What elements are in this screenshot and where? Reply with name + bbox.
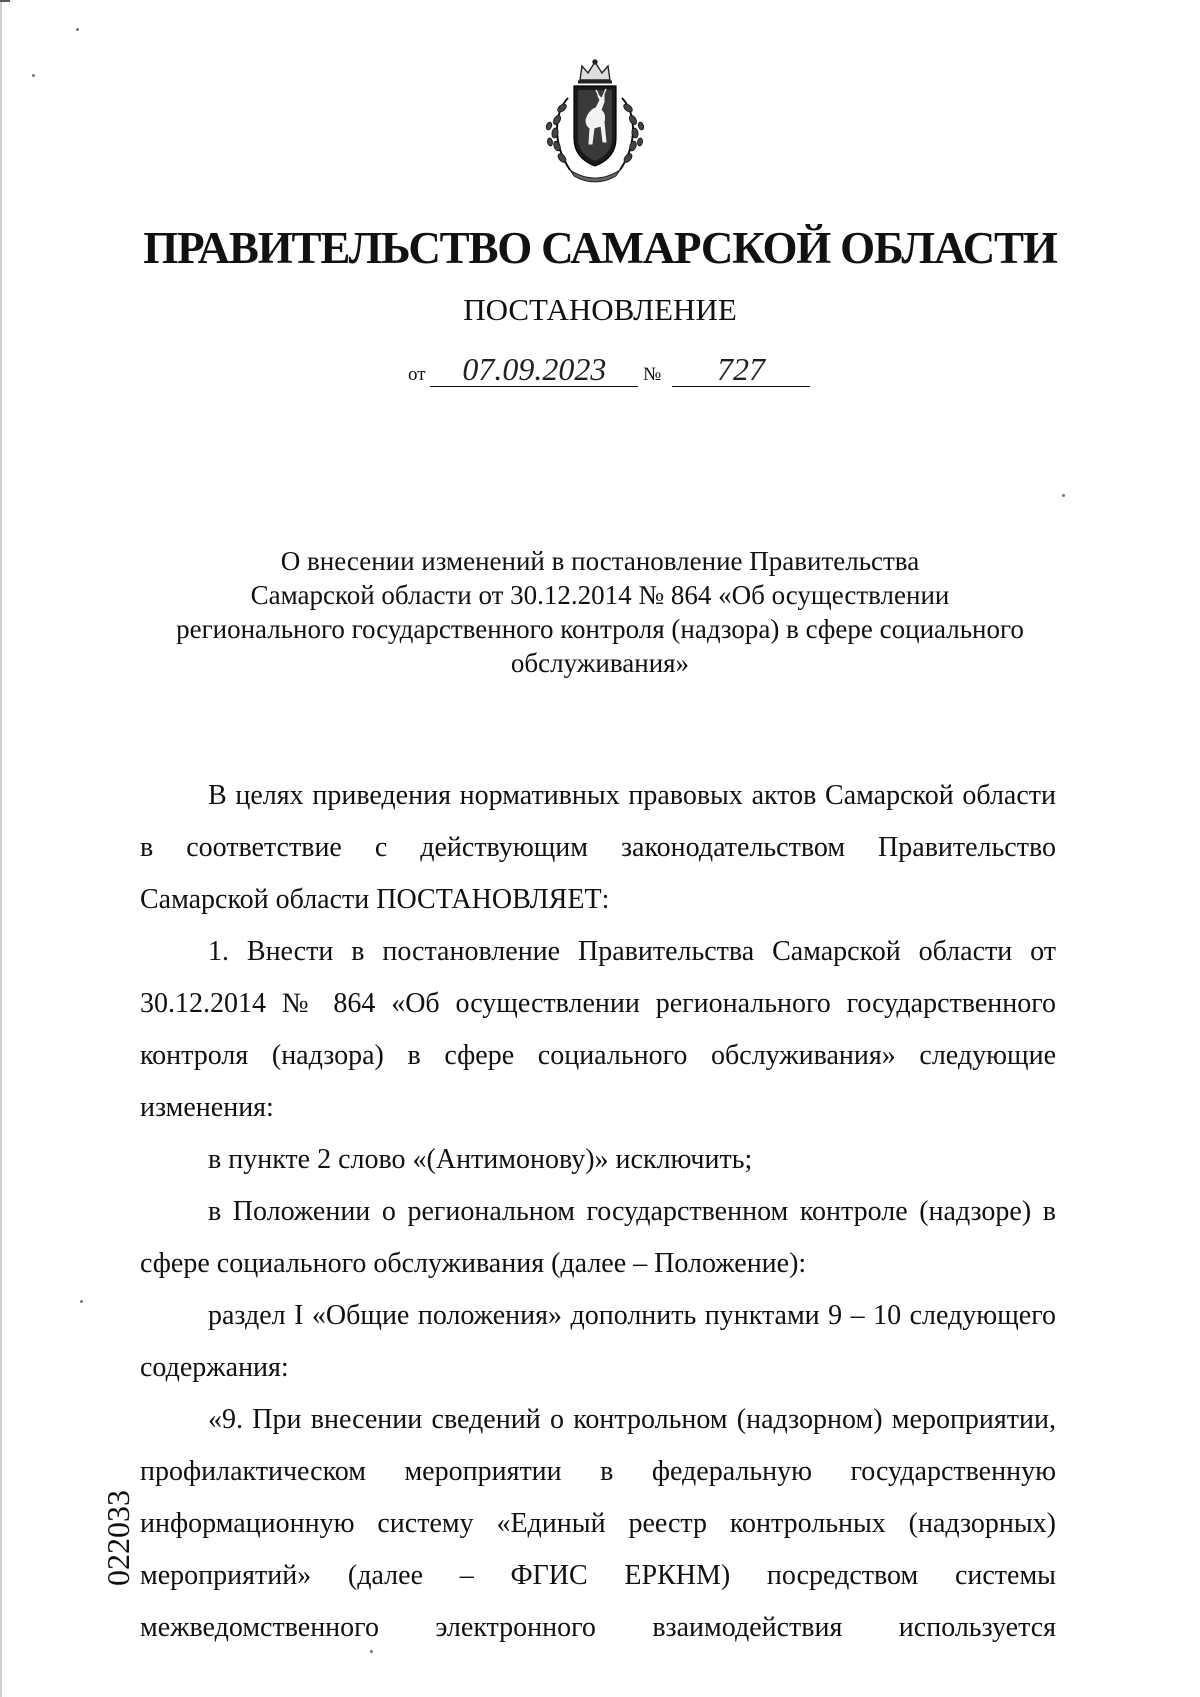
scan-speck (76, 28, 79, 31)
subject-line: О внесении изменений в постановление Правительства (280, 546, 920, 576)
body-paragraph: раздел I «Общие положения» дополнить пунктами 9 – 10 следующего содержания: (140, 1300, 1056, 1383)
decree-number: 727 (672, 352, 810, 387)
decree-date-number-line (408, 352, 810, 387)
scan-speck (80, 1300, 83, 1303)
subject-line: обслуживания» (510, 648, 690, 678)
samara-coat-of-arms-icon (534, 58, 656, 186)
number-prefix: № (643, 364, 662, 385)
scan-speck (370, 1650, 373, 1653)
subject-line: регионального государственного контроля (надзора) в сфере социального (176, 614, 1024, 644)
body-paragraph: 1. Внести в постановление Правительства Самарской области от 30.12.2014 № 864 «Об осуществлении регионального государственного контроля (надзора) в сфере социального обслуживания» следующие изменения: (140, 936, 1056, 1123)
date-prefix: от (408, 364, 426, 385)
body-paragraph: в пункте 2 слово «(Антимонову)» исключить; (208, 1144, 753, 1175)
organization-title: ПРАВИТЕЛЬСТВО САМАРСКОЙ ОБЛАСТИ (143, 223, 1057, 273)
document-type: ПОСТАНОВЛЕНИЕ (463, 292, 737, 327)
body-paragraph: В целях приведения нормативных правовых актов Самарской области в соответствие с действующим законодательством Правительство Самарской области ПОСТАНОВЛЯЕТ: (140, 780, 1056, 915)
scan-speck (1062, 494, 1065, 497)
subject-line: Самарской области от 30.12.2014 № 864 «Об осуществлении (250, 580, 950, 610)
margin-serial-number: 022033 (100, 1490, 136, 1586)
scan-speck (32, 74, 35, 77)
decree-subject (140, 544, 1060, 680)
body-paragraph: в Положении о региональном государственном контроле (надзоре) в сфере социального обслуживания (далее – Положение): (140, 1196, 1056, 1279)
body-paragraph: «9. При внесении сведений о контрольном (надзорном) мероприятии, профилактическом мероприятии в федеральную государственную информационную систему «Единый реестр контрольных (надзорных) мероприятий» (далее – ФГИС ЕРКНМ) посредством системы межведомственного электронного взаимодействия используется (140, 1404, 1056, 1643)
scan-corner-mark (0, 0, 10, 2)
decree-body (140, 770, 1056, 1654)
decree-date: 07.09.2023 (430, 352, 638, 387)
